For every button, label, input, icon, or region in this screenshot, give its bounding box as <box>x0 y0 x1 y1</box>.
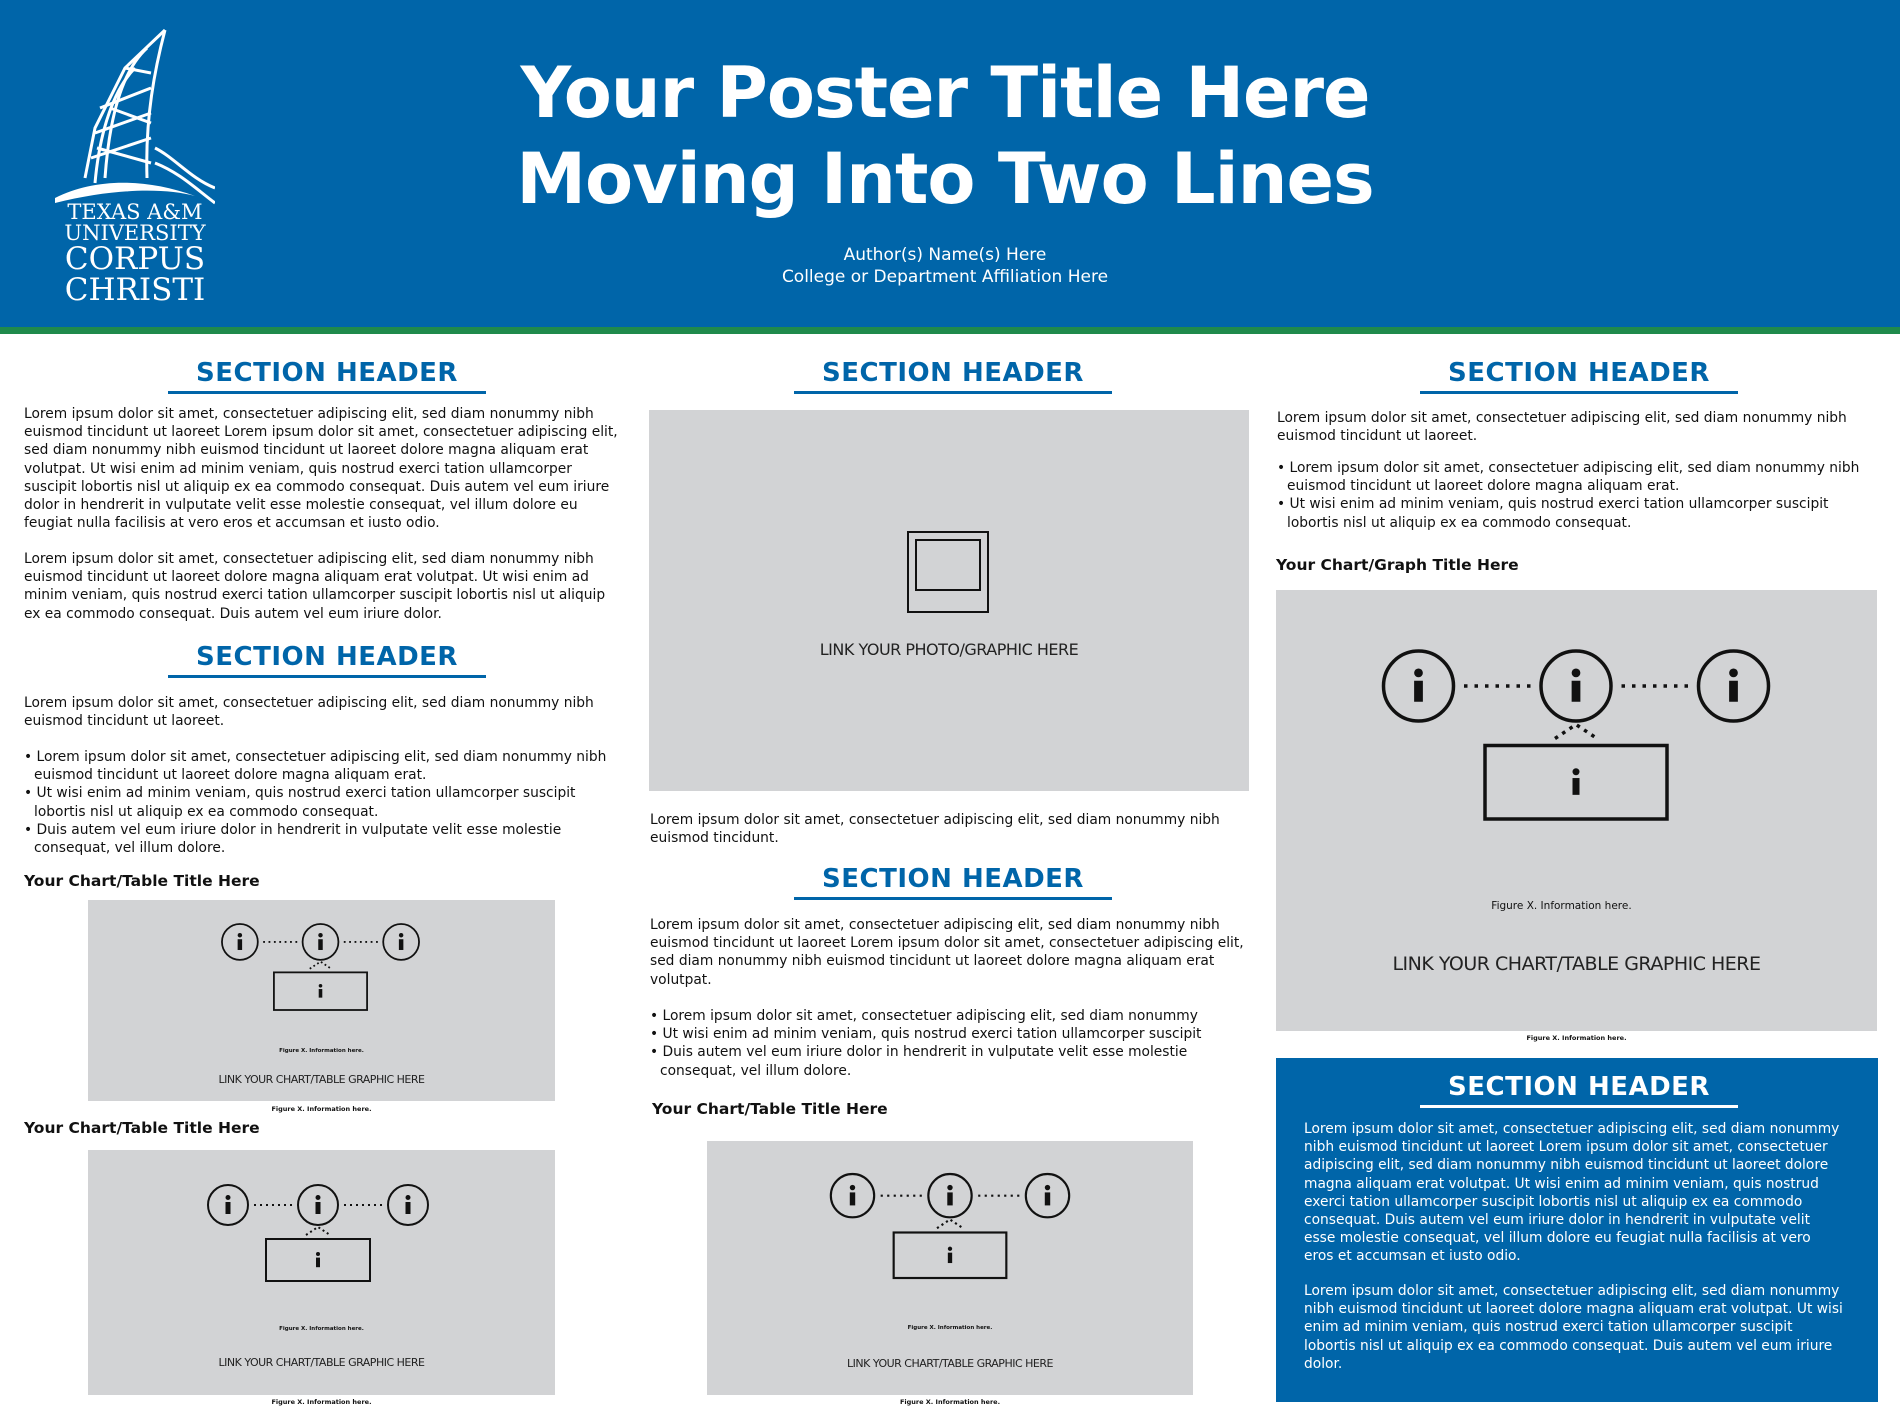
tamucc-wordmark <box>50 202 220 306</box>
paragraph: Lorem ipsum dolor sit amet, consectetuer adipiscing elit, sed diam nonummy nibh euismod tincidunt ut laoreet. <box>1277 410 1847 445</box>
title-line-1: Your Poster Title Here <box>520 52 1370 134</box>
paragraph: Lorem ipsum dolor sit amet, consectetuer adipiscing elit, sed diam nonummy nibh euismod tincidunt ut laoreet Lorem ipsum dolor sit amet, consectetuer adipiscing elit, sed diam nonummy nibh euismod tincidunt ut laoreet dolore magna aliquam erat volutpat. <box>650 917 1244 988</box>
bullet-item: • Duis autem vel eum iriure dolor in hendrerit in vulputate velit esse molestie consequat, vel illum dolore. <box>24 821 624 857</box>
paragraph: Lorem ipsum dolor sit amet, consectetuer adipiscing elit, sed diam nonummy nibh euismod tincidunt ut laoreet Lorem ipsum dolor sit amet, consectetuer adipiscing elit, sed diam nonummy nibh euismod tincidunt ut laoreet dolore magna aliquam erat volutpat. Ut wisi enim ad minim veniam, quis nostrud exerci tation ullamcorper suscipit lobortis nisl ut aliquip ex ea commodo consequat. Duis autem vel eum iriure dolor in hendrerit in vulputate velit esse molestie consequat, vel illum dolore eu feugiat nulla facilisis at vero eros et accumsan et iusto odio. <box>1304 1121 1840 1265</box>
chart-title: Your Chart/Table Title Here <box>24 872 260 890</box>
bullet-item: • Duis autem vel eum iriure dolor in hendrerit in vulputate velit esse molestie consequat, vel illum dolore. <box>650 1043 1250 1079</box>
section-header: SECTION HEADER <box>168 358 486 394</box>
inner-figure-caption: Figure X. Information here. <box>279 1326 364 1332</box>
chart-title: Your Chart/Table Title Here <box>652 1100 888 1118</box>
paragraph: Lorem ipsum dolor sit amet, consectetuer adipiscing elit, sed diam nonummy nibh euismod tincidunt ut laoreet. <box>24 695 594 730</box>
bullet-item: • Lorem ipsum dolor sit amet, consectetuer adipiscing elit, sed diam nonummy <box>650 1007 1250 1025</box>
info-diagram-icon <box>213 922 428 1012</box>
section-header: SECTION HEADER <box>1420 1072 1738 1108</box>
section-header: SECTION HEADER <box>794 864 1112 900</box>
link-graphic-label: LINK YOUR CHART/TABLE GRAPHIC HERE <box>218 1073 425 1086</box>
bullet-item: • Lorem ipsum dolor sit amet, consectetuer adipiscing elit, sed diam nonummy nibh euismod tincidunt ut laoreet dolore magna aliquam erat. <box>1277 459 1877 495</box>
bullet-list <box>650 1007 1250 1080</box>
logo-text-line: UNIVERSITY <box>64 221 206 245</box>
info-diagram-icon <box>1366 640 1786 830</box>
photo-frame-icon <box>907 531 989 613</box>
header-stripe <box>0 327 1900 334</box>
poster-title <box>440 50 1450 222</box>
bullet-item: • Ut wisi enim ad minim veniam, quis nostrud exerci tation ullamcorper suscipit <box>650 1025 1250 1043</box>
section-header: SECTION HEADER <box>168 642 486 678</box>
title-line-2: Moving Into Two Lines <box>516 138 1374 220</box>
bullet-list <box>1277 459 1877 532</box>
bullet-item: • Ut wisi enim ad minim veniam, quis nostrud exerci tation ullamcorper suscipit lobortis nisl ut aliquip ex ea commodo consequat. <box>1277 495 1877 531</box>
chart-placeholder[interactable] <box>707 1141 1193 1395</box>
link-graphic-label: LINK YOUR CHART/TABLE GRAPHIC HERE <box>847 1357 1053 1370</box>
bullet-item: • Lorem ipsum dolor sit amet, consectetuer adipiscing elit, sed diam nonummy nibh euismod tincidunt ut laoreet dolore magna aliquam erat. <box>24 748 624 784</box>
logo-text-line: CHRISTI <box>64 272 206 308</box>
graph-placeholder[interactable] <box>1276 590 1877 1031</box>
info-diagram-icon <box>820 1171 1080 1281</box>
link-graphic-label: LINK YOUR PHOTO/GRAPHIC HERE <box>819 640 1079 659</box>
figure-caption: Figure X. Information here. <box>271 1105 372 1113</box>
section-header: SECTION HEADER <box>1420 358 1738 394</box>
inner-figure-caption: Figure X. Information here. <box>907 1325 993 1331</box>
inner-figure-caption: Figure X. Information here. <box>279 1048 364 1054</box>
authors: Author(s) Name(s) Here <box>843 245 1047 265</box>
bullet-item: • Ut wisi enim ad minim veniam, quis nostrud exerci tation ullamcorper suscipit lobortis nisl ut aliquip ex ea commodo consequat. <box>24 784 624 820</box>
figure-caption: Figure X. Information here. <box>899 1398 1001 1406</box>
bullet-list <box>24 748 624 857</box>
inner-figure-caption: Figure X. Information here. <box>1491 900 1632 912</box>
chart-placeholder[interactable] <box>88 900 555 1101</box>
section-header: SECTION HEADER <box>794 358 1112 394</box>
chart-title: Your Chart/Graph Title Here <box>1276 556 1519 574</box>
figure-caption: Figure X. Information here. <box>271 1398 372 1406</box>
photo-placeholder[interactable] <box>649 410 1249 791</box>
paragraph: Lorem ipsum dolor sit amet, consectetuer adipiscing elit, sed diam nonummy nibh euismod tincidunt ut laoreet dolore magna aliquam erat volutpat. Ut wisi enim ad minim veniam, quis nostrud exerci tation ullamcorper suscipit lobortis nisl ut aliquip ex ea commodo consequat. Duis autem vel eum iriure dolor. <box>1304 1283 1843 1372</box>
logo-text-line: CORPUS <box>64 241 206 277</box>
affiliation: College or Department Affiliation Here <box>781 267 1109 287</box>
logo-text-line: TEXAS A&M <box>67 200 203 224</box>
chart-placeholder[interactable] <box>88 1150 555 1395</box>
paragraph: Lorem ipsum dolor sit amet, consectetuer adipiscing elit, sed diam nonummy nibh euismod tincidunt ut laoreet Lorem ipsum dolor sit amet, consectetuer adipiscing elit, sed diam nonummy nibh euismod tincidunt ut laoreet dolore magna aliquam erat volutpat. Ut wisi enim ad minim veniam, quis nostrud exerci tation ullamcorper suscipit lobortis nisl ut aliquip ex ea commodo consequat. Duis autem vel eum iriure dolor in hendrerit in vulputate velit esse molestie consequat, vel illum dolore eu feugiat nulla facilisis at vero eros et accumsan et iusto odio. <box>24 406 618 532</box>
paragraph: Lorem ipsum dolor sit amet, consectetuer adipiscing elit, sed diam nonummy nibh euismod tincidunt ut laoreet dolore magna aliquam erat volutpat. Ut wisi enim ad minim veniam, quis nostrud exerci tation ullamcorper suscipit lobortis nisl ut aliquip ex ea commodo consequat. Duis autem vel eum iriure dolor. <box>24 551 606 622</box>
chart-title: Your Chart/Table Title Here <box>24 1119 260 1137</box>
link-graphic-label: LINK YOUR CHART/TABLE GRAPHIC HERE <box>1392 953 1761 975</box>
figure-caption: Figure X. Information here. <box>1526 1034 1627 1042</box>
paragraph: Lorem ipsum dolor sit amet, consectetuer adipiscing elit, sed diam nonummy nibh euismod tincidunt. <box>650 812 1220 847</box>
link-graphic-label: LINK YOUR CHART/TABLE GRAPHIC HERE <box>218 1356 425 1369</box>
info-diagram-icon <box>198 1178 438 1288</box>
author-block <box>440 244 1450 288</box>
